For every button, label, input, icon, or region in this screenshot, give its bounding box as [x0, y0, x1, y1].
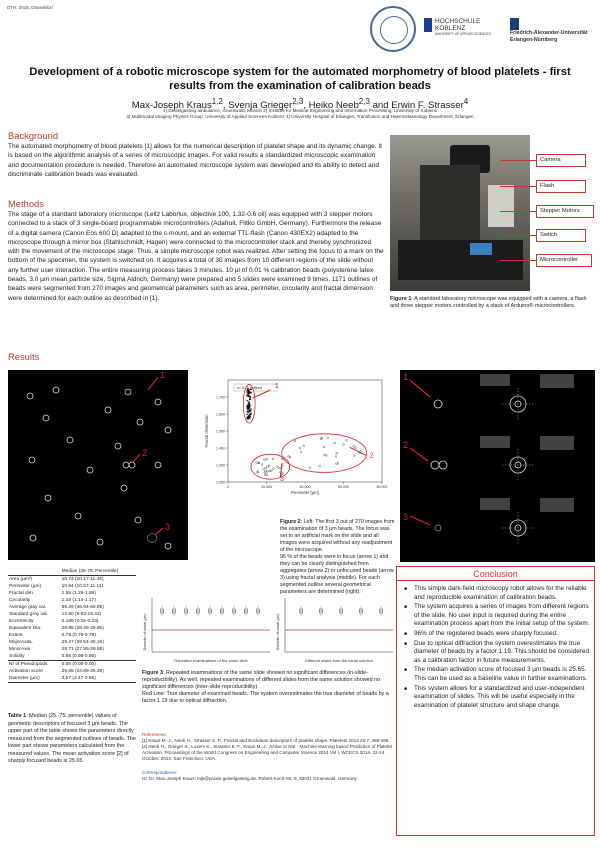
table-row	[8, 661, 136, 669]
affiliations: 1) Geiselgasteig ambulance, Gruenwald, Munich 2) Institute for Medical Engineering and Information Processing, University of Koblenz 3) Multimodal Imaging Physics Group; University of Applied Sciences Koblenz 4) University Hospital of Erlangen, Transfusion and Haemostaseology Department, Erlangen	[126, 108, 474, 119]
microscope-photo	[390, 135, 530, 291]
table-value-cell: 28.95 (28.25-29.85)	[61, 626, 104, 631]
scatter-point	[256, 462, 258, 464]
scatter-point	[271, 470, 273, 472]
table-row	[8, 632, 136, 639]
hs-logo-subtext: UNIVERSITY OF APPLIED SCIENCES	[435, 32, 491, 36]
scatter-point	[249, 399, 251, 400]
annotation-label: 1	[274, 383, 279, 391]
scatter-point	[247, 394, 249, 395]
scatter-point	[264, 474, 266, 476]
callout-flash: Flash	[536, 180, 586, 193]
scatter-point	[247, 419, 249, 420]
table-row	[8, 618, 136, 625]
scatter-point	[267, 471, 269, 473]
scatter-point	[263, 459, 265, 461]
scatter-point	[248, 396, 250, 397]
figure2-label: Figure 2	[280, 519, 301, 525]
table-param-cell: Nr of Pseudopods	[8, 661, 61, 669]
table-header-cell	[8, 568, 61, 576]
methods-heading: Methods	[8, 198, 44, 209]
conclusion-item: ■ The system acquires a series of images from different regions of the slide. No user input is required during the entire examination process apart from the initial setup of the system.	[404, 603, 590, 629]
callout-camera: Camera	[536, 154, 586, 167]
callout-line-camera	[500, 160, 536, 161]
param-block	[480, 374, 510, 386]
annotation-arrow	[253, 390, 271, 398]
scatter-point	[248, 415, 250, 416]
scatter-point	[249, 392, 251, 393]
boxplot-inter-slide	[275, 592, 397, 670]
table-row	[8, 668, 136, 675]
param-block	[480, 498, 510, 510]
conclusion-item: ■ Due to optical diffraction the system overestimates the true diameter of beads by a factor 1.19. This should be considered as a calibration factor in future measurements.	[404, 640, 590, 666]
table-param-cell: Activation score	[9, 669, 43, 674]
left-arrow-label-3: 3	[165, 522, 171, 532]
annotation-label: 3	[279, 475, 284, 483]
bead-parameter-panels	[400, 370, 595, 562]
table-param-cell: MinorAxis	[9, 647, 31, 652]
scatter-point	[250, 411, 252, 412]
y-tick-label: 1.300	[216, 463, 225, 468]
table-value-cell: 25.65 (24.89-26.38)	[61, 669, 104, 674]
x-tick-label: 40,000	[299, 485, 311, 489]
x-tick-label: 20,000	[261, 485, 272, 489]
param-block	[480, 436, 510, 448]
box1-xlabel: Repeated examinations of the same slide	[174, 658, 248, 663]
box2-ylabel: Diameter of beads (µm)	[276, 613, 280, 651]
table-param-cell: Average gray val.	[9, 605, 47, 610]
scatter-point	[323, 446, 325, 448]
table-param-cell: Extent	[9, 633, 23, 638]
hs-mark-icon	[424, 18, 432, 32]
flash-unit	[488, 185, 514, 227]
param-block	[540, 374, 574, 388]
table-param-cell: Perimeter (µm)	[9, 584, 42, 589]
scatter-point	[309, 467, 311, 469]
table-row	[8, 597, 136, 604]
table-value-cell: 12.60 (9.63-16.43)	[61, 612, 102, 617]
y-tick-label: 1.200	[216, 480, 225, 485]
scatter-point	[281, 458, 283, 460]
scatter-point	[246, 400, 248, 401]
scatter-point	[250, 413, 252, 414]
scatter-point	[247, 411, 249, 412]
annotation-arrow	[350, 447, 366, 455]
scatter-point	[277, 466, 279, 468]
chart-points	[246, 388, 361, 475]
table-row	[8, 583, 136, 590]
figure1-label: Figure 1	[390, 296, 412, 302]
scatter-point	[324, 454, 326, 456]
author-list: Max-Joseph Kraus$^{1,2}$, Svenja Grieger$^{2,3}$, Heiko Neeb$^{2,3}$ and Erwin F. Strasser$^4$	[131, 97, 469, 112]
y-tick-label: 1.500	[216, 429, 225, 434]
scatter-point	[247, 392, 249, 393]
methods-text: The stage of a standard laboratory microscope (Leitz Laborlux, objective 100, 1.32-0.6 oil) was equipped with 3 stepper motors connected to a stack of 3 single-board programmable microcontrollers (Adafruit, Flitko GmbH, Germany). Furthermore the release of a digital camera (Canon Eos 600 D) adapted to the c-mount, and an external TTL-flash (Canon 430EX2) adapted to the microscope through a mirror box (Stahlschmidt, Hagen) were connected to the microcontroller stack and thereby synchronized with the movement of the microscope stage. Thus, a simple microscope robot was realized. After setting the focus to a mark on the bottom of the specimen, the system is switched on. It acquires a total of 30 images from 10 different regions of the slide without any further user interaction. The entire measuring process takes 3 minutes. 10 µl of 0.01 % calibration beads (polysterene latex beads, 3.0 µm mean particle size, Sigma Aldrich, Germany) were prepared and 5 slides were examined 9 times. 1171 outlines of beads were segmented from 270 images and geometrical parameters such as area, perimeter, circularity and fractal dimension were determined for each outline as described in [1].	[8, 211, 384, 302]
scatter-point	[266, 474, 268, 476]
table-param-cell: Diameter (µm)	[8, 675, 61, 683]
scatter-point	[335, 456, 337, 458]
table-value-cell: 0.78 (0.79-0.79)	[61, 633, 96, 638]
conclusion-heading: Conclusion	[397, 567, 594, 581]
callout-stepper-motors: Stepper Motors	[536, 205, 594, 218]
poster-title: Development of a robotic microscope system for the automated morphometry of blood platelets - first results from the examination of calibration beads	[29, 66, 571, 92]
x-axis-label: Perimeter [µm]	[291, 490, 319, 495]
hs-logo-text: HOCHSCHULE KOBLENZ	[435, 18, 481, 32]
scatter-point	[266, 458, 268, 460]
callout-line-stepper	[500, 211, 536, 212]
scatter-point	[319, 465, 321, 467]
table-param-cell: Equivalent Dia.	[9, 626, 42, 631]
table-value-cell: 10.84 (10.57-11.11)	[61, 584, 104, 589]
cluster-ellipse-aggregates	[282, 434, 367, 473]
table1	[8, 568, 136, 683]
scatter-point	[247, 417, 249, 418]
figure1-caption-text: : A standard laboratory microscope was equipped with a camera, a flash and three stepper motors controlled by a stack of Arduino® microcontrollers.	[390, 296, 587, 309]
scatter-point	[273, 468, 275, 470]
scatter-point	[353, 455, 355, 457]
table-param-cell: Circularity	[9, 598, 31, 603]
inter-slide-boxes	[299, 606, 383, 616]
table-row	[8, 625, 136, 632]
annotation-label: 2	[369, 452, 374, 460]
y-tick-label: 1.700	[216, 395, 225, 400]
left-arrow-label-1: 1	[160, 370, 166, 380]
scatter-point	[246, 395, 248, 396]
table-value-cell: 10.72 (10.17-11.44)	[61, 577, 104, 582]
boxplot-in-slide	[142, 592, 274, 670]
table1-caption-text: : Median (25.-75. percentile) values of geometric descriptors of focused 3 µm beads. The upper part of the table shows the parameters directly measured from the segmented outlines of beads. The lower part shows parameters calculated from the measured values. The mean activation score [2] of sharply focused beads is 25.65.	[8, 713, 136, 764]
table-row	[8, 646, 136, 653]
param-block	[540, 436, 574, 450]
scatter-point	[268, 465, 270, 467]
table-row	[8, 639, 136, 646]
background-heading: Background	[8, 130, 59, 141]
callout-line-flash	[500, 186, 536, 187]
table-value-cell: 3.57 (3.47-3.68)	[61, 675, 136, 683]
figure3-label: Figure 3	[142, 670, 163, 676]
table-value-cell: 59.29 (46.94-69.95)	[61, 605, 104, 610]
x-tick-label: 80,000	[376, 485, 388, 489]
correspondence	[142, 770, 397, 782]
right-arrow-label-3: 3	[403, 512, 409, 522]
right-arrow-label-1: 1	[403, 372, 409, 382]
conclusion-item: ■ This simple dark-field microscopy robot allows for the reliable and reproducible examination of calibration beads.	[404, 585, 590, 602]
cluster-ellipse-unfocused	[251, 454, 290, 479]
scatter-point	[282, 473, 284, 475]
table-param-cell: Fractal dim.	[9, 591, 35, 596]
scatter-point	[250, 409, 252, 410]
table-param-cell: Standard gray val.	[9, 612, 48, 617]
microcontroller-board	[470, 243, 492, 255]
in-slide-boxes	[160, 606, 260, 616]
correspondence-text: Dr. Dr. Max-Joseph Kraus: mjk@praxis-geiselgasteig.de, Robert-Koch-Str. 9, 82031 Gruenwald, Germany	[142, 776, 357, 781]
box2-xlabel: Different slides from the same solution	[305, 658, 373, 663]
conclusion-list	[404, 585, 590, 711]
figure2-caption	[280, 519, 396, 596]
conclusion-item: ■ This system allows for a standardized and user-independent examination of slides. This will be useful especially in the examination of platelet structure and shape change.	[404, 685, 590, 711]
scatter-point	[247, 409, 249, 410]
scatter-point	[345, 440, 347, 442]
scatter-point	[334, 442, 336, 444]
scatter-point	[248, 402, 250, 403]
table-value-cell: 0.98 (0.98-0.98)	[61, 654, 96, 659]
figure2-caption-text: : Left: The first 3 out of 270 images from the examination of 3 µm beads. The focus was set to an artificial mark on the slide and all images were acquired without any readjustment of the microscope. 96 % of the beads were in focus (arrow 1) and they can be clearly distinguished from aggregates (arrow 2) or unfocused beads (arrow 3) using fractal analysis (middle). For each segmented outline several geometrical parameters are determined (right).	[280, 519, 395, 595]
chart-axes	[226, 380, 382, 484]
background-text: The automated morphometry of blood platelets [1] allows for the numerical description of platelet shape and its dynamic change. It is based on the algorithmic analysis of a series of microscopic images. For valid results a standardized microscopic examination and documentation procedure is needed. Therefore an automated microscope system was developed and its ability to detect and discriminate calibration beads was evaluated.	[8, 143, 382, 178]
logo-bar	[370, 6, 596, 56]
left-arrow-label-2: 2	[142, 448, 148, 458]
scatter-point	[360, 451, 362, 453]
scatter-point	[327, 437, 329, 439]
hochschule-koblenz-logo	[424, 18, 491, 36]
table-row	[8, 611, 136, 618]
figure1-caption	[390, 296, 593, 310]
scatter-point	[247, 404, 249, 405]
scatter-point	[265, 467, 267, 469]
x-tick-label: 0	[227, 485, 229, 489]
scatter-point	[355, 447, 357, 449]
scatter-point	[249, 397, 251, 398]
scatter-point	[299, 447, 301, 449]
callout-line-switch	[500, 235, 536, 236]
scatter-point	[248, 393, 250, 394]
table-header-cell: Median (25-75. Percentile)	[61, 568, 136, 576]
table1-caption	[8, 713, 136, 766]
scatter-point	[261, 464, 263, 466]
university-seal-logo	[370, 6, 416, 52]
table-param-cell: Area (µm²)	[9, 577, 33, 582]
fau-logo-text: Friedrich-Alexander-Universität Erlangen-Nürnberg	[510, 30, 588, 43]
fau-mark-icon	[510, 18, 519, 30]
scatter-point	[300, 451, 302, 453]
y-axis-label: Fractal dimension	[204, 414, 209, 448]
table-header-row	[8, 568, 136, 576]
right-arrow-label-2: 2	[403, 440, 409, 450]
box1-ylabel: Diameter of beads (µm)	[143, 613, 147, 651]
scatter-point	[336, 452, 338, 454]
legend-label: n=1171 outlines	[237, 386, 263, 390]
scatter-point	[248, 406, 250, 407]
table-value-cell: 28.71 (27.95-29.58)	[61, 647, 104, 652]
scatter-point	[272, 458, 274, 460]
table-param-cell: MajorAxisL	[9, 640, 33, 645]
conclusion-item: ■ The median activation score of focused 3 µm beads is 25.65. This can be used as a baseline value in further examinations.	[404, 666, 590, 683]
scatter-point	[303, 445, 305, 447]
results-heading: Results	[8, 351, 40, 362]
fau-logo	[510, 18, 596, 43]
param-block	[540, 498, 574, 512]
scatter-point	[353, 445, 355, 447]
scatter-point	[246, 414, 248, 415]
table-row	[8, 653, 136, 661]
callout-line-controller	[500, 260, 536, 261]
table-row	[8, 604, 136, 611]
scatter-point	[248, 391, 250, 392]
scatter-point	[248, 407, 250, 408]
figure3-caption	[142, 670, 397, 705]
references	[142, 732, 397, 762]
table-value-cell: 0.199 (0.15-0.23)	[61, 619, 99, 624]
scatter-point	[294, 440, 296, 442]
reference-item: [1] Kraus M.-J., Neeb H., Strasser E. F.: Fractal and Euclidean descriptors of platelet shape. Platelets 2014 25:7, 488-498.	[142, 738, 390, 743]
conclusion-box	[396, 566, 595, 836]
callout-microcontroller: Microcontroller	[536, 254, 592, 267]
fractal-scatter-chart	[200, 370, 390, 500]
table-param-cell: Solidity	[9, 654, 25, 659]
table-value-cell: 29.27 (28.54-30.16)	[61, 640, 104, 645]
conclusion-item: ■ 96% of the registered beads were sharply focused.	[404, 630, 590, 639]
references-heading: References:	[142, 732, 167, 737]
x-tick-label: 60,000	[338, 485, 349, 489]
table-value-cell: 1.55 (1.29-1.59)	[61, 591, 96, 596]
callout-switch: Switch	[536, 229, 586, 242]
table-param-cell: Eccentricity	[9, 619, 34, 624]
y-tick-label: 1.600	[216, 412, 225, 417]
table-value-cell: 1.16 (1.14-1.17)	[61, 598, 96, 603]
header-note: DTH, 2015, Düsseldorf	[7, 5, 53, 10]
scatter-point	[279, 467, 281, 469]
table-row	[8, 576, 136, 584]
figure3-caption-text: : Repeated examinations of the same slide showed no significant differences (in-slide-reproducibility). As well, repeated examinations of different slides from the same solution showed no significant differences (inter-slide-reproducibility). Red Line: True diameter of examined beads. The system overestimates the true diameter of beads by a factor 1.19 due to optical diffraction.	[142, 670, 389, 704]
correspondence-heading: Correspondence:	[142, 770, 178, 775]
scatter-point	[326, 455, 328, 457]
y-tick-label: 1.400	[216, 446, 225, 451]
table1-label: Table 1	[8, 713, 27, 719]
reference-item: [2] Neeb H., Grieger S., Luxem K., Strasser E. F., Kraus M.-J.: Active or Not - Machine-learning based Prediction of Platelet Activation. Proceedings of the World Congress on Engineering and Computer Science 2014 Vol I, WCECS 2014, 22-24 October, 2014, San Francisco, USA.	[142, 744, 392, 761]
scatter-point	[263, 468, 265, 470]
table-value-cell: 0.00 (0.00-0.00)	[61, 661, 136, 669]
table-row	[8, 675, 136, 683]
bead-micrograph-left	[8, 370, 188, 560]
scatter-point	[343, 444, 345, 446]
table-row	[8, 590, 136, 597]
